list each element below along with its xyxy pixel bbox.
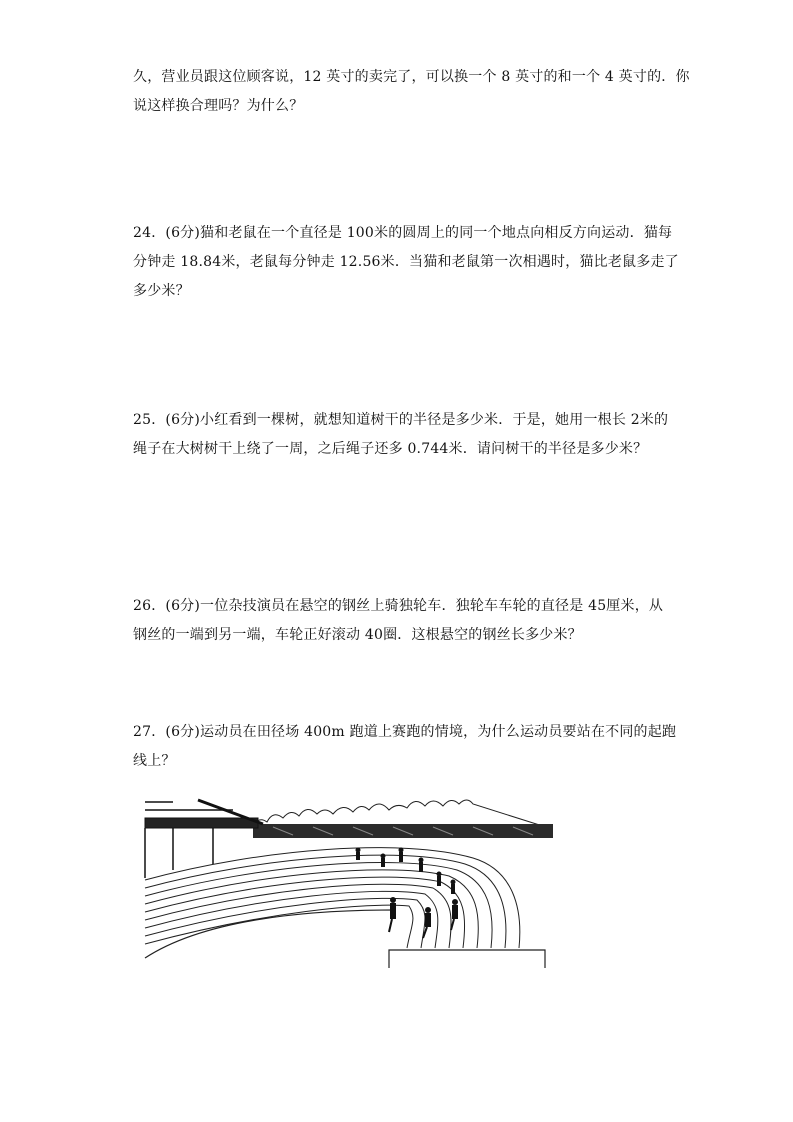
treeline bbox=[253, 800, 549, 828]
question-26 bbox=[133, 592, 673, 650]
question-line: 24．(6分)猫和老鼠在一个直径是 100米的圆周上的同一个地点向相反方向运动．猫每 bbox=[133, 225, 673, 241]
question-line: 多少米？ bbox=[133, 283, 190, 299]
question-24 bbox=[133, 219, 679, 306]
question-23-continued bbox=[133, 63, 690, 121]
question-line: 久，营业员跟这位顾客说，12 英寸的卖完了，可以换一个 8 英寸的和一个 4 英寸的．你 bbox=[133, 69, 690, 85]
question-line: 线上？ bbox=[133, 753, 176, 769]
question-line: 26．(6分)一位杂技演员在悬空的钢丝上骑独轮车．独轮车车轮的直径是 45厘米，从 bbox=[133, 598, 664, 614]
running-track-figure bbox=[143, 798, 553, 970]
question-line: 27．(6分)运动员在田径场 400m 跑道上赛跑的情境，为什么运动员要站在不同的起跑 bbox=[133, 724, 677, 740]
question-25 bbox=[133, 406, 673, 464]
question-line: 绳子在大树树干上绕了一周，之后绳子还多 0.744米．请问树干的半径是多少米？ bbox=[133, 441, 648, 457]
question-line: 分钟走 18.84米，老鼠每分钟走 12.56米．当猫和老鼠第一次相遇时，猫比老鼠多走了 bbox=[133, 254, 679, 270]
foreground-platform bbox=[389, 950, 545, 968]
runners bbox=[356, 848, 459, 939]
question-line: 说这样换合理吗？为什么？ bbox=[133, 98, 304, 114]
question-line: 钢丝的一端到另一端，车轮正好滚动 40圈．这根悬空的钢丝长多少米？ bbox=[133, 627, 582, 643]
question-line: 25．(6分)小红看到一棵树，就想知道树干的半径是多少米．于是，她用一根长 2米的 bbox=[133, 412, 669, 428]
question-27 bbox=[133, 718, 677, 776]
